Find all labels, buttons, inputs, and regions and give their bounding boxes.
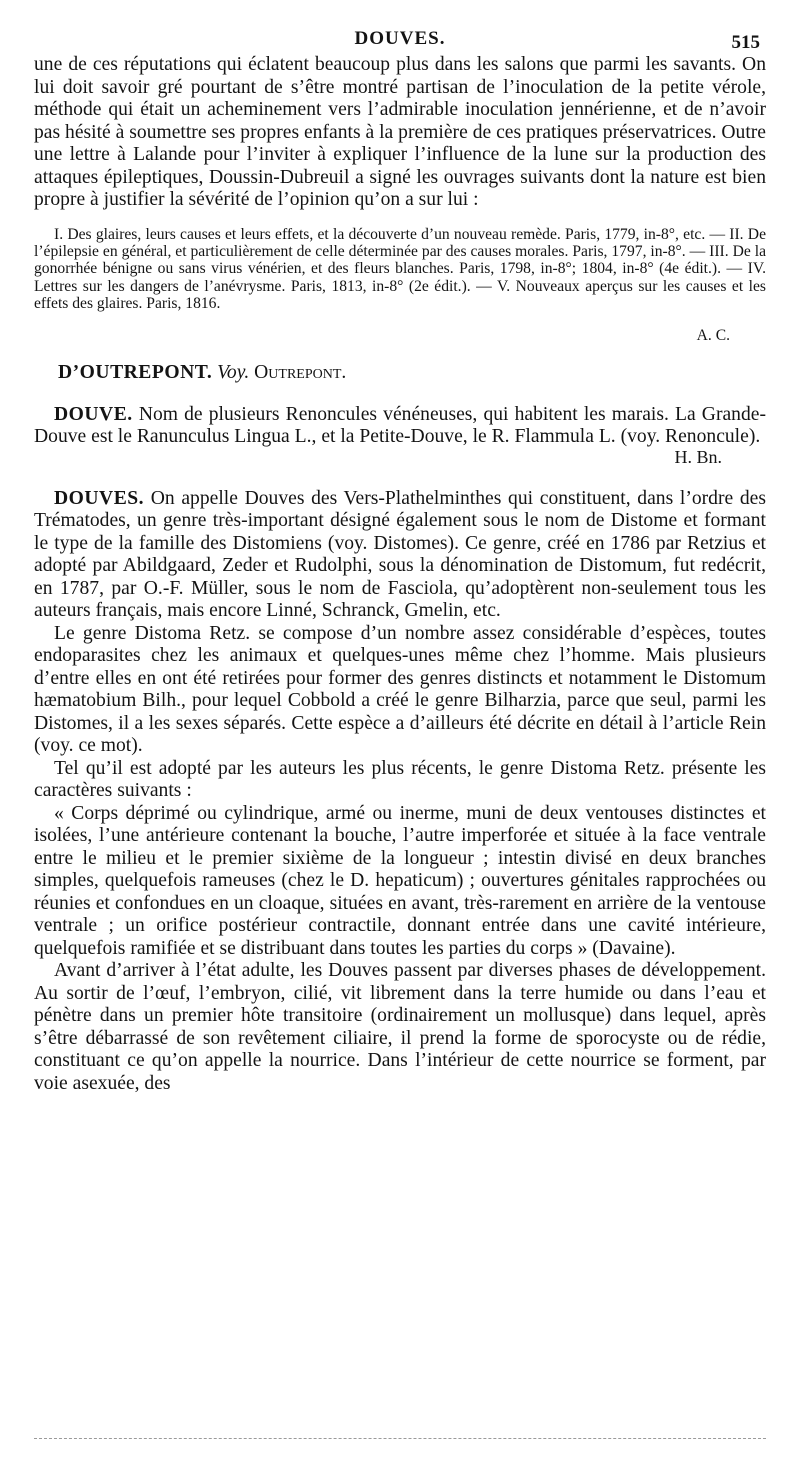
entry-douve — [34, 404, 766, 468]
running-title: DOUVES. — [354, 28, 446, 49]
entry-douves — [34, 488, 766, 1096]
author-signature: H. Bn. — [674, 446, 722, 467]
douves-paragraph-2: Le genre Distoma Retz. se compose d’un nombre assez considérable d’espèces, toutes endoparasites chez les animaux et quelques-unes même chez l’homme. Mais plusieurs d’entre elles en ont été retirées pour former des genres distincts et notamment le Distomum hæmatobium Bilh., pour lequel Cobbold a créé le genre Bilharzia, parce que seul, parmi les Distomes, il a les sexes séparés. Cette espèce a d’ailleurs été décrite en détail à l’article Rein (voy. ce mot). — [34, 622, 766, 757]
douves-paragraph-1-text: On appelle Douves des Vers-Plathelminthes qui constituent, dans l’ordre des Trématodes, un genre très-important désigné également sous le nom de Distome et formant le type de la famille des Distomiens (voy. Distomes). Ce genre, créé en 1786 par Retzius et adopté par Abildgaard, Zeder et Rudolphi, sous la dénomination de Distomum, fut redécrit, en 1787, par O.-F. Müller, sous le nom de Fasciola, qu’adoptèrent non-seulement tous les auteurs français, mais encore Linné, Schranck, Gmelin, etc. — [34, 487, 766, 622]
continued-paragraph: une de ces réputations qui éclatent beaucoup plus dans les salons que parmi les savants. On lui doit savoir gré pourtant de s’être montré partisan de l’inoculation de la petite vérole, méthode qui était un acheminement vers l’admirable inoculation jennérienne, et de n’avoir pas hésité à soumettre ses propres enfants à la première de ces pratiques préservatrices. Outre une lettre à Lalande pour l’inviter à expliquer l’influence de la lune sur la production des attaques épileptiques, Doussin-Dubreuil a signé les ouvrages suivants dont la nature est bien propre à justifier la sévérité de l’opinion qu’on a sur lui : — [34, 54, 766, 210]
cross-reference-entry — [34, 362, 766, 384]
headword-douve: DOUVE. — [54, 403, 133, 425]
cross-reference-target: Outrepont. — [254, 361, 347, 383]
page — [34, 22, 766, 1095]
entry-douve-text — [34, 404, 766, 449]
douve-definition: Nom de plusieurs Renoncules vénéneuses, qui habitent les marais. La Grande-Douve est le Ranunculus Lingua L., et la Petite-Douve, le R. Flammula L. (voy. Renoncule). — [34, 403, 766, 448]
page-bottom-rule — [34, 1438, 766, 1439]
headword-doutrepont: D’OUTREPONT. — [58, 361, 213, 383]
headword-douves: DOUVES. — [54, 487, 145, 509]
author-signature: A. C. — [696, 326, 730, 344]
douves-paragraph-1 — [34, 488, 766, 623]
douves-paragraph-3: Tel qu’il est adopté par les auteurs les plus récents, le genre Distoma Retz. présente les caractères suivants : — [34, 757, 766, 802]
bibliography-note: I. Des glaires, leurs causes et leurs effets, et la découverte d’un nouveau remède. Paris, 1779, in-8°, etc. — II. De l’épilepsie en général, et particulièrement de celle déterminée par des causes morales. Paris, 1797, in-8°. — III. De la gonorrhée bénigne ou sans virus vénérien, et des fleurs blanches. Paris, 1798, in-8°; 1804, in-8° (4e édit.). — IV. Lettres sur les dangers de l’anévrysme. Paris, 1813, in-8° (2e édit.). — V. Nouveaux aperçus sur les causes et les effets des glaires. Paris, 1816. — [34, 225, 766, 313]
voy-label: Voy. — [217, 361, 250, 383]
douves-quotation: « Corps déprimé ou cylindrique, armé ou inerme, muni de deux ventouses distinctes et isolées, l’une antérieure contenant la bouche, l’autre imperforée et située à la face ventrale entre le milieu et le premier sixième de la longueur ; intestin divisé en deux branches simples, quelquefois rameuses (chez le D. hepaticum) ; ouvertures génitales rapprochées ou réunies et confondues en un cloaque, situées en avant, très-rarement en arrière de la ventouse ventrale ; un orifice postérieur contractile, donnant entrée dans une cavité intérieure, quelquefois ramifiée et se distribuant dans toutes les parties du corps » (Davaine). — [34, 802, 766, 959]
douves-paragraph-5: Avant d’arriver à l’état adulte, les Douves passent par diverses phases de développement. Au sortir de l’œuf, l’embryon, cilié, vit librement dans la terre humide ou dans l’eau et pénètre dans un premier hôte transitoire (ordinairement un mollusque) dans lequel, après s’être débarrassé de son revêtement ciliaire, il prend la forme de sporocyste ou de rédie, constituant ce qu’on appelle la nourrice. Dans l’intérieur de cette nourrice se forment, par voie asexuée, des — [34, 960, 766, 1094]
running-head — [34, 22, 766, 54]
page-number: 515 — [731, 32, 760, 53]
